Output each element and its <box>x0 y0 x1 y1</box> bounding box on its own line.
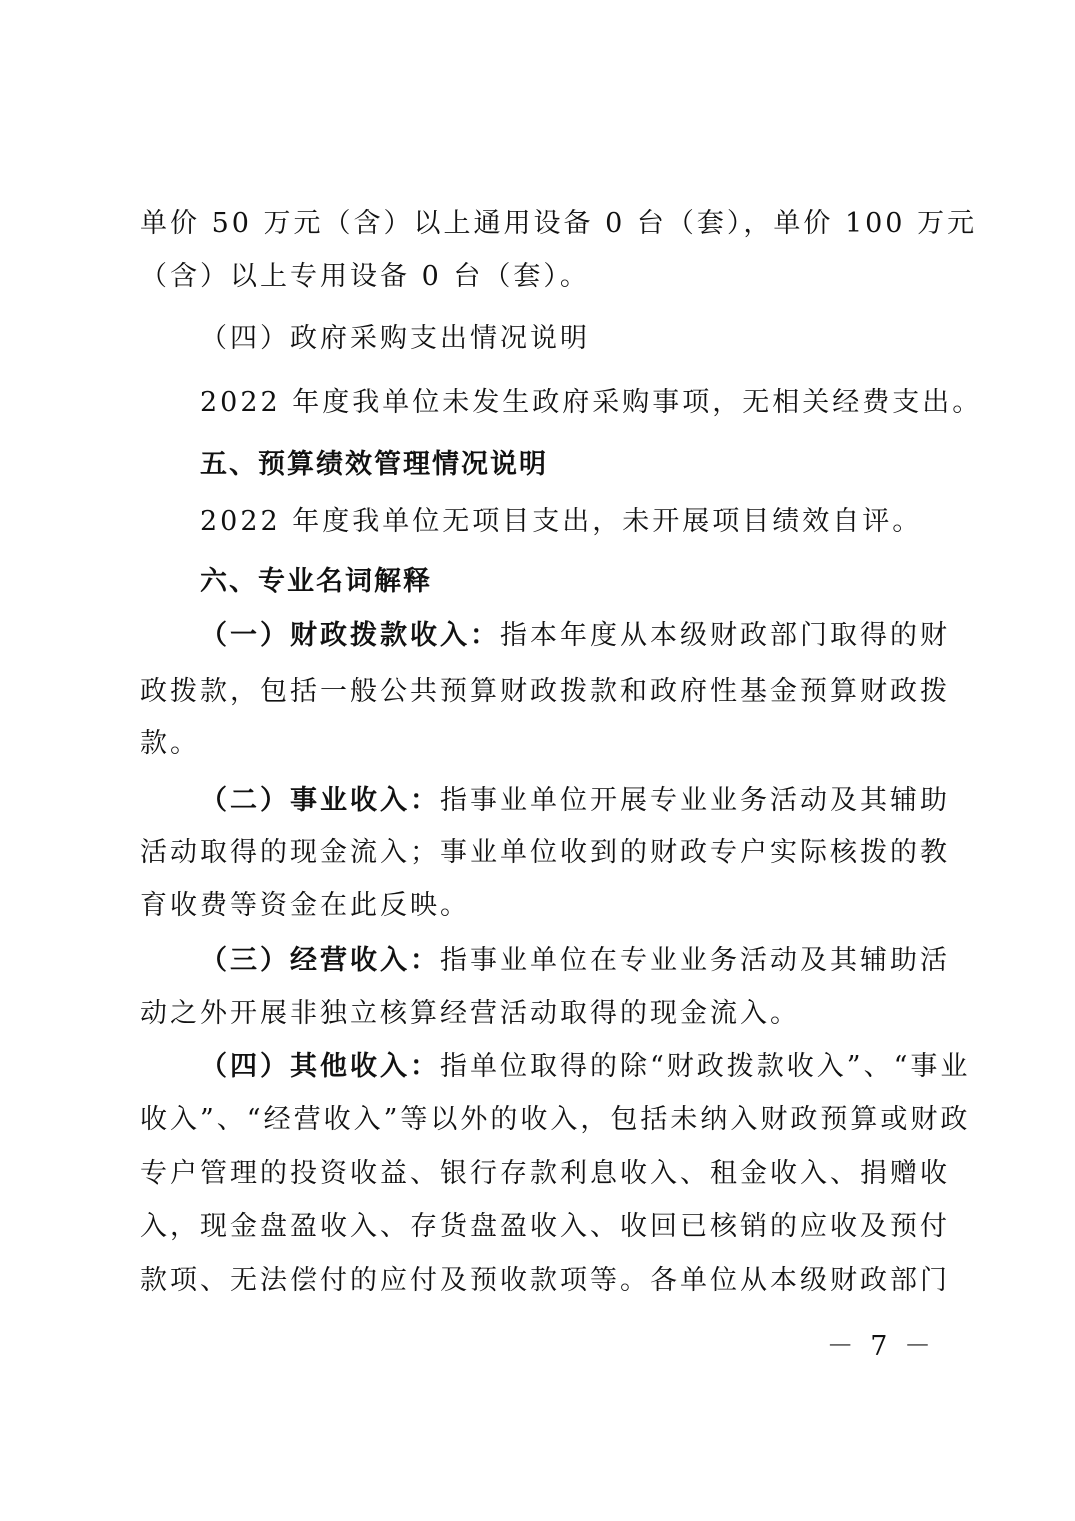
body-line: 收入”、“经营收入”等以外的收入，包括未纳入财政预算或财政 <box>140 1104 971 1135</box>
body-line: 入，现金盘盈收入、存货盘盈收入、收回已核销的应收及预付 <box>140 1211 950 1242</box>
term-text: 指事业单位在专业业务活动及其辅助活 <box>440 945 950 976</box>
term-text: 指单位取得的除“财政拨款收入”、“事业 <box>440 1051 971 1082</box>
term-definition-line <box>200 617 950 655</box>
term-label: （二）事业收入： <box>200 785 440 816</box>
page-number: － 7 － <box>826 1331 935 1362</box>
term-label: （三）经营收入： <box>200 945 440 976</box>
term-label: （四）其他收入： <box>200 1051 440 1082</box>
body-line: 2022 年度我单位未发生政府采购事项，无相关经费支出。 <box>200 387 983 418</box>
body-line: 活动取得的现金流入；事业单位收到的财政专户实际核拨的教 <box>140 837 950 868</box>
term-definition-line <box>200 782 950 820</box>
term-text: 指事业单位开展专业业务活动及其辅助 <box>440 785 950 816</box>
body-line: 2022 年度我单位无项目支出，未开展项目绩效自评。 <box>200 506 923 537</box>
term-definition-line <box>200 942 950 980</box>
body-line: （含）以上专用设备 0 台（套）。 <box>140 261 590 292</box>
term-label: （一）财政拨款收入： <box>200 620 500 651</box>
body-line: 动之外开展非独立核算经营活动取得的现金流入。 <box>140 998 800 1029</box>
subsection-heading: （四）政府采购支出情况说明 <box>200 323 590 354</box>
body-line: 单价 50 万元（含）以上通用设备 0 台（套），单价 100 万元 <box>140 208 978 239</box>
term-text: 指本年度从本级财政部门取得的财 <box>500 620 950 651</box>
body-line: 政拨款，包括一般公共预算财政拨款和政府性基金预算财政拨 <box>140 676 950 707</box>
body-line: 育收费等资金在此反映。 <box>140 890 470 921</box>
body-line: 款。 <box>140 728 200 759</box>
section-heading: 六、专业名词解释 <box>200 566 432 597</box>
term-definition-line <box>200 1048 971 1086</box>
section-heading: 五、预算绩效管理情况说明 <box>200 449 548 480</box>
body-line: 专户管理的投资收益、银行存款利息收入、租金收入、捐赠收 <box>140 1158 950 1189</box>
body-line: 款项、无法偿付的应付及预收款项等。各单位从本级财政部门 <box>140 1265 950 1296</box>
